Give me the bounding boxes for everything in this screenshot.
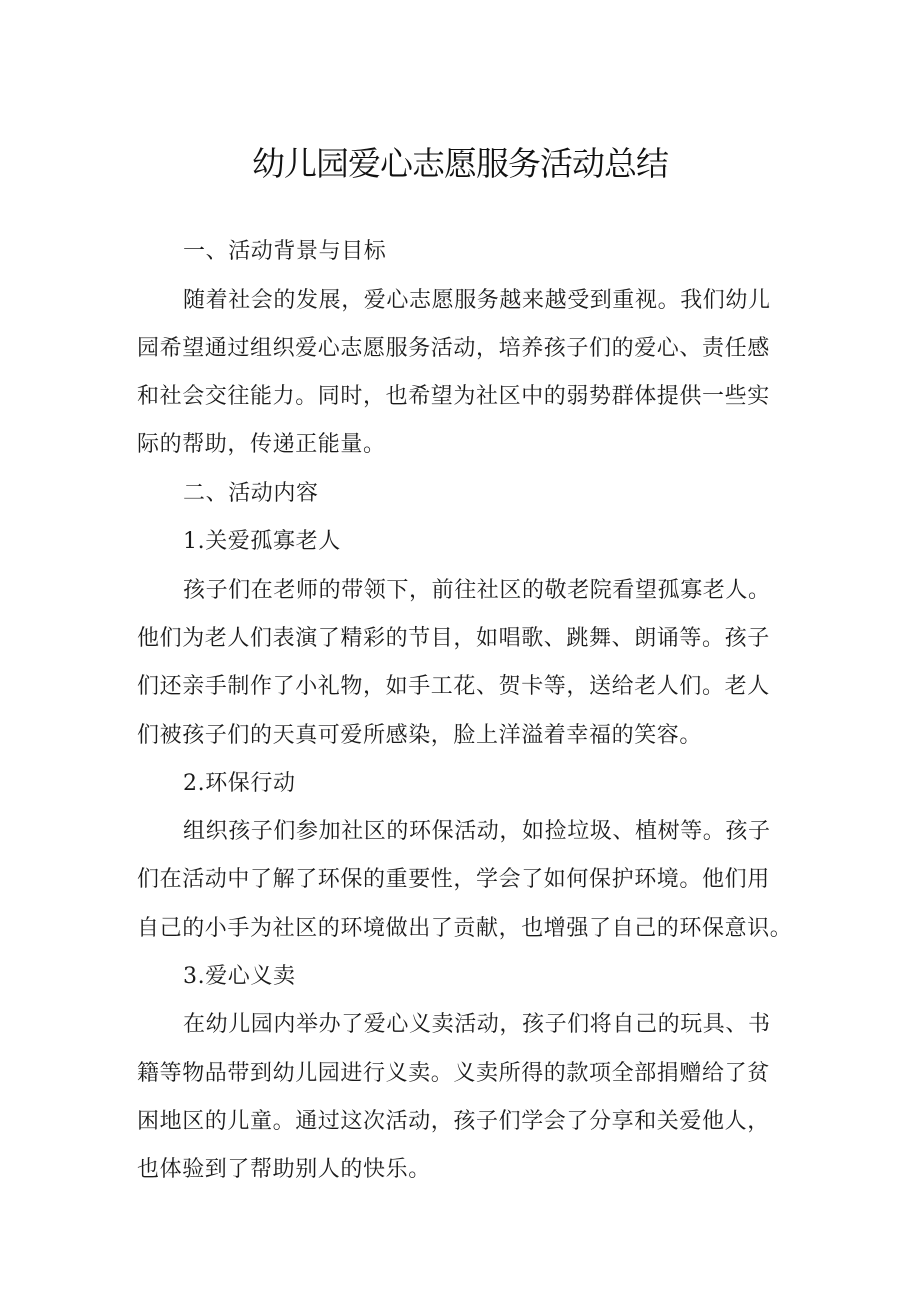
section-heading-background: 一、活动背景与目标	[183, 239, 387, 264]
paragraph-line: 孩子们在老师的带领下，前往社区的敬老院看望孤寡老人。	[183, 578, 771, 603]
paragraph-line: 组织孩子们参加社区的环保活动，如捡垃圾、植树等。孩子	[183, 819, 771, 844]
section-heading-content: 二、活动内容	[183, 481, 319, 506]
subheading-elderly-care: 1.关爱孤寡老人	[183, 529, 341, 554]
paragraph-line: 园希望通过组织爱心志愿服务活动，培养孩子们的爱心、责任感	[137, 336, 770, 361]
paragraph-line: 和社会交往能力。同时，也希望为社区中的弱势群体提供一些实	[137, 384, 770, 409]
paragraph-line: 们被孩子们的天真可爱所感染，脸上洋溢着幸福的笑容。	[137, 723, 703, 748]
paragraph-line: 在幼儿园内举办了爱心义卖活动，孩子们将自己的玩具、书	[183, 1012, 771, 1037]
paragraph-line: 也体验到了帮助别人的快乐。	[137, 1157, 431, 1182]
paragraph-line: 困地区的儿童。通过这次活动，孩子们学会了分享和关爱他人，	[137, 1109, 770, 1134]
subheading-charity-sale: 3.爱心义卖	[183, 964, 296, 989]
paragraph-line: 们在活动中了解了环保的重要性，学会了如何保护环境。他们用	[137, 867, 770, 892]
paragraph-line: 籍等物品带到幼儿园进行义卖。义卖所得的款项全部捐赠给了贫	[137, 1061, 770, 1086]
paragraph-line: 自己的小手为社区的环境做出了贡献，也增强了自己的环保意识。	[137, 916, 793, 941]
paragraph-line: 他们为老人们表演了精彩的节目，如唱歌、跳舞、朗诵等。孩子	[137, 626, 770, 651]
paragraph-line: 际的帮助，传递正能量。	[137, 432, 386, 457]
paragraph-line: 们还亲手制作了小礼物，如手工花、贺卡等，送给老人们。老人	[137, 674, 770, 699]
paragraph-line: 随着社会的发展，爱心志愿服务越来越受到重视。我们幼儿	[183, 288, 771, 313]
subheading-environmental-action: 2.环保行动	[183, 771, 296, 796]
document-title: 幼儿园爱心志愿服务活动总结	[252, 144, 668, 183]
